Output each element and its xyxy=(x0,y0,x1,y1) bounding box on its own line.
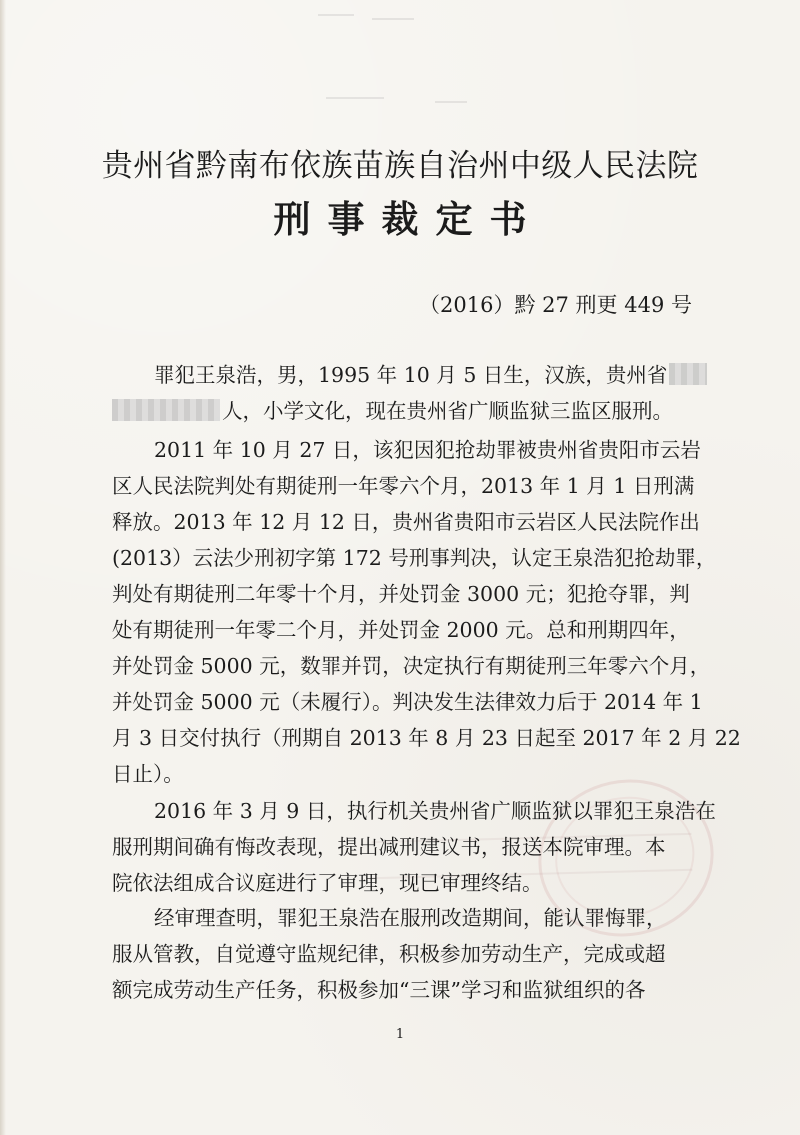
paragraph-line: 月 3 日交付执行（刑期自 2013 年 8 月 23 日起至 2017 年 2 月 22 xyxy=(112,726,741,750)
paragraph-line: 服刑期间确有悔改表现，提出减刑建议书，报送本院审理。本 xyxy=(112,835,666,859)
paragraph-line: 院依法组成合议庭进行了审理，现已审理终结。 xyxy=(112,871,543,895)
paragraph-line xyxy=(112,393,718,429)
defendant-info-text: 罪犯王泉浩，男，1995 年 10 月 5 日生，汉族，贵州省 xyxy=(154,363,668,387)
paragraph-line: 并处罚金 5000 元，数罪并罚，决定执行有期徒刑三年零六个月， xyxy=(112,654,711,678)
findings-paragraph xyxy=(112,900,718,1008)
criminal-record-paragraph xyxy=(112,432,741,792)
faint-scan-mark xyxy=(435,101,467,103)
faint-scan-mark xyxy=(318,14,354,16)
paragraph-line: 释放。2013 年 12 月 12 日，贵州省贵阳市云岩区人民法院作出 xyxy=(112,510,700,534)
paragraph-line: 日止）。 xyxy=(112,762,184,786)
paragraph-line xyxy=(112,357,718,393)
faint-scan-mark xyxy=(326,97,384,99)
defendant-info-paragraph xyxy=(112,357,718,429)
paragraph-line: 服从管教，自觉遵守监规纪律，积极参加劳动生产，完成或超 xyxy=(112,942,666,966)
paragraph-line: (2013）云法少刑初字第 172 号刑事判决，认定王泉浩犯抢劫罪， xyxy=(112,546,717,570)
document-title: 刑事裁定书 xyxy=(273,197,544,241)
paragraph-line: 额完成劳动生产任务，积极参加“三课”学习和监狱组织的各 xyxy=(112,978,646,1002)
case-number: （2016）黔 27 刑更 449 号 xyxy=(419,293,692,317)
redacted-region xyxy=(669,363,707,385)
redacted-region xyxy=(112,399,220,421)
paragraph-line: 判处有期徒刑二年零十个月，并处罚金 3000 元；犯抢夺罪，判 xyxy=(112,582,690,606)
paragraph-line: 2011 年 10 月 27 日，该犯因犯抢劫罪被贵州省贵阳市云岩 xyxy=(154,438,701,462)
faint-scan-mark xyxy=(372,18,414,20)
paragraph-line: 2016 年 3 月 9 日，执行机关贵州省广顺监狱以罪犯王泉浩在 xyxy=(154,799,716,823)
paragraph-line: 经审理查明，罪犯王泉浩在服刑改造期间，能认罪悔罪， xyxy=(154,906,667,930)
court-name-heading: 贵州省黔南布依族苗族自治州中级人民法院 xyxy=(101,148,699,184)
commutation-proposal-paragraph xyxy=(112,793,718,901)
page-number: 1 xyxy=(395,1027,405,1042)
paragraph-line: 处有期徒刑一年零二个月，并处罚金 2000 元。总和刑期四年， xyxy=(112,618,690,642)
paragraph-line: 区人民法院判处有期徒刑一年零六个月，2013 年 1 月 1 日刑满 xyxy=(112,474,695,498)
defendant-info-text: 人，小学文化，现在贵州省广顺监狱三监区服刑。 xyxy=(222,399,673,423)
paragraph-line: 并处罚金 5000 元（未履行）。判决发生法律效力后于 2014 年 1 xyxy=(112,690,703,714)
